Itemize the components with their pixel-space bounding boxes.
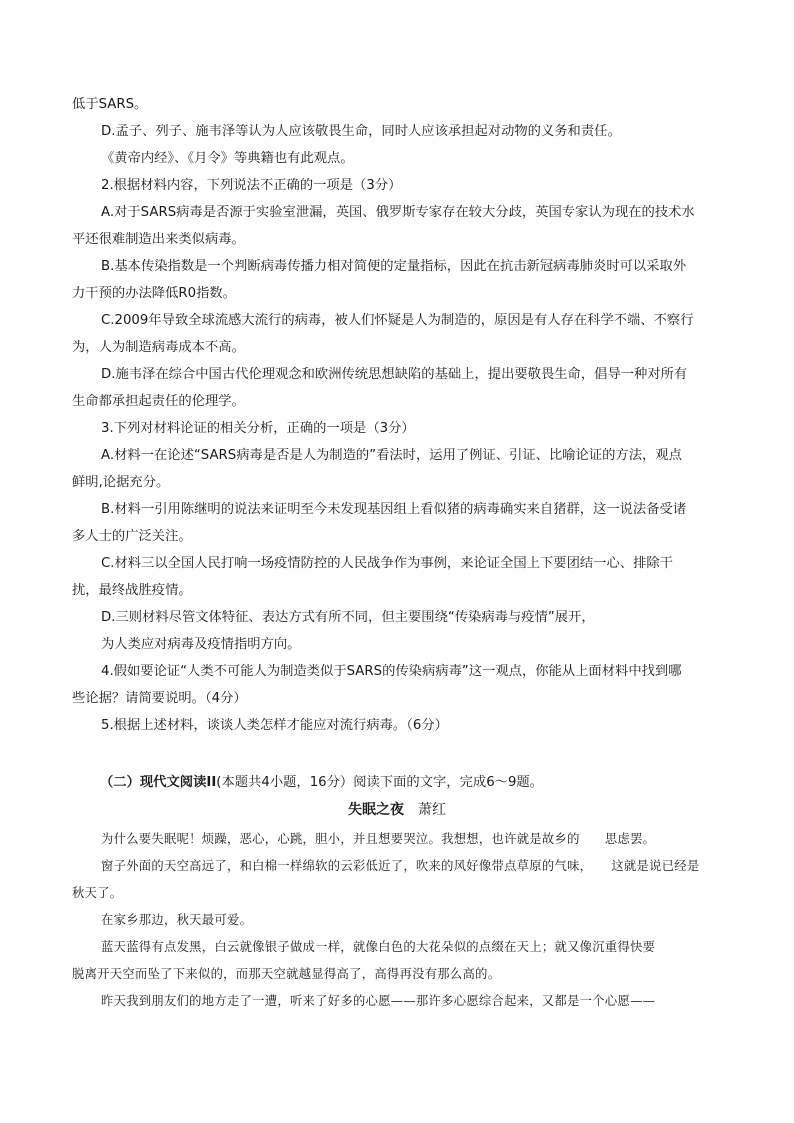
q2-option-b: B.基本传染指数是一个判断病毒传播力相对简便的定量指标，因此在抗击新冠病毒肺炎时可以采取外: [101, 259, 687, 274]
q2-option-a: A.对于SARS病毒是否源于实验室泄漏，英国、俄罗斯专家存在较大分歧，英国专家认为现在的技术水: [101, 205, 695, 220]
q3-option-d-cont: 为人类应对病毒及疫情指明方向。: [101, 637, 301, 652]
passage-line: 窗子外面的天空高远了，和白棉一样绵软的云彩低近了，吹来的风好像带点草原的气味， 这就是说已经是: [101, 859, 700, 873]
q2-option-d-cont: 生命都承担起责任的伦理学。: [72, 394, 245, 409]
q1-tail-line: 低于SARS。: [72, 97, 148, 112]
passage-author: 萧红: [418, 802, 446, 818]
section-heading-instructions: (本题共4小题，16分）阅读下面的文字，完成6～9题。: [216, 775, 544, 790]
q3-option-a: A.材料一在论述“SARS病毒是否是人为制造的”看法时，运用了例证、引证、比喻论证的方法，观点: [101, 448, 682, 463]
passage-line: 为什么要失眠呢！烦躁，恶心，心跳，胆小，并且想要哭泣。我想想，也许就是故乡的 思虑罢。: [101, 832, 656, 846]
q3-option-b: B.材料一引用陈继明的说法来证明至今未发现基因组上看似猪的病毒确实来自猪群，这一说法备受诸: [101, 502, 687, 517]
q4-stem-cont: 些论据？请简要说明。（4分）: [72, 691, 247, 706]
q4-stem: 4.假如要论证“人类不可能人为制造类似于SARS的传染病病毒”这一观点，你能从上面材料中找到哪: [101, 664, 682, 679]
q2-option-d: D.施韦泽在综合中国古代伦理观念和欧洲传统思想缺陷的基础上，提出要敬畏生命，倡导一种对所有: [101, 367, 688, 382]
passage-line: 脱离开天空而坠了下来似的，而那天空就越显得高了，高得再没有那么高的。: [72, 967, 501, 981]
section-heading-label: （二）现代文阅读II: [100, 775, 217, 790]
passage-line: 秋天了。: [72, 886, 123, 900]
q2-stem: 2.根据材料内容，下列说法不正确的一项是（3分）: [101, 178, 402, 193]
q2-option-a-cont: 平还很难制造出来类似病毒。: [72, 232, 245, 247]
q3-stem: 3.下列对材料论证的相关分析，正确的一项是（3分）: [101, 421, 415, 436]
q1-option-d: D.孟子、列子、施韦泽等认为人应该敬畏生命，同时人应该承担起对动物的义务和责任。: [101, 124, 621, 139]
passage-line: 蓝天蓝得有点发黑，白云就像银子做成一样，就像白色的大花朵似的点缀在天上；就又像沉重得快要: [101, 940, 656, 954]
section-heading: [100, 773, 750, 793]
q3-option-b-cont: 多人士的广泛关注。: [72, 529, 192, 544]
q5-stem: 5.根据上述材料，谈谈人类怎样才能应对流行病毒。（6分）: [101, 718, 448, 733]
q3-option-c-cont: 扰，最终战胜疫情。: [72, 583, 192, 598]
q2-option-b-cont: 力干预的办法降低R0指数。: [72, 286, 236, 301]
passage-line: 在家乡那边，秋天最可爱。: [101, 913, 253, 927]
passage-line: 昨天我到朋友们的地方走了一遭，听来了好多的心愿——那许多心愿综合起来，又都是一个心愿——: [101, 994, 656, 1008]
passage-title: 失眠之夜: [348, 802, 404, 818]
q3-option-a-cont: 鲜明,论据充分。: [72, 475, 170, 490]
q3-option-c: C.材料三以全国人民打响一场疫情防控的人民战争作为事例，来论证全国上下要团结一心、排除干: [101, 556, 673, 571]
q2-option-c: C.2009年导致全球流感大流行的病毒，被人们怀疑是人为制造的，原因是有人存在科学不端、不察行: [101, 313, 694, 328]
q1-option-d-continuation: 《黄帝内经》、《月令》等典籍也有此观点。: [101, 151, 354, 166]
q3-option-d: D.三则材料尽管文体特征、表达方式有所不同，但主要围绕“传染病毒与疫情”展开，: [101, 610, 595, 625]
q2-option-c-cont: 为，人为制造病毒成本不高。: [72, 340, 245, 355]
passage-title-line: [0, 800, 794, 820]
